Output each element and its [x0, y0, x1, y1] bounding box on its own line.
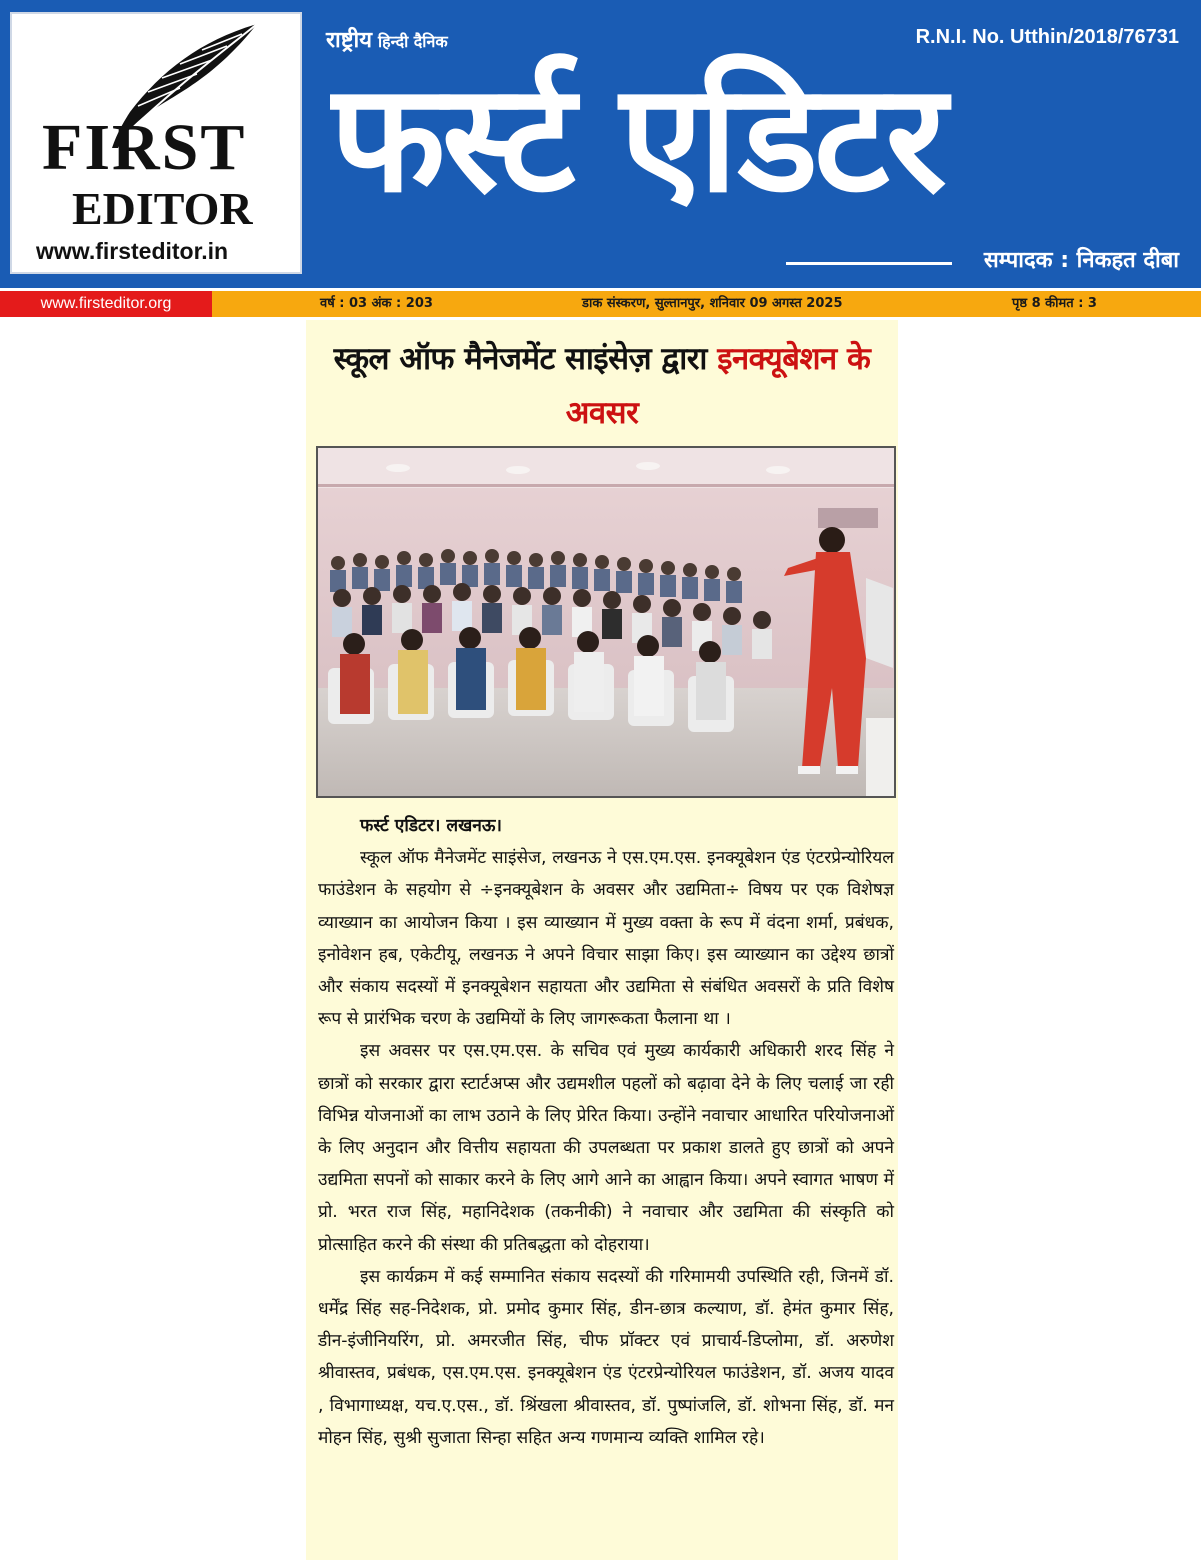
logo-url[interactable]: www.firsteditor.in [36, 238, 229, 264]
news-article [306, 320, 898, 1560]
article-dateline: फर्स्ट एडिटर। लखनऊ। [360, 816, 502, 836]
newspaper-title: फर्स्ट एडिटर [330, 52, 943, 226]
tagline-main: राष्ट्रीय [326, 28, 373, 53]
website-link[interactable]: www.firsteditor.org [0, 291, 212, 317]
edition-date: डाक संस्करण, सुल्तानपुर, शनिवार 09 अगस्त 2025 [582, 296, 843, 311]
page-price: पृष्ठ 8 कीमत : 3 [1012, 296, 1097, 311]
tagline-sub: हिन्दी दैनिक [378, 32, 448, 51]
issue-number: वर्ष : 03 अंक : 203 [320, 296, 433, 311]
newspaper-logo [10, 12, 302, 274]
headline-part-1: स्कूल ऑफ मैनेजमेंट साइंसेज़ द्वारा [333, 341, 718, 377]
divider-line [786, 262, 952, 265]
article-paragraph-1: स्कूल ऑफ मैनेजमेंट साइंसेज, लखनऊ ने एस.एम.एस. इनक्यूबेशन एंड एंटरप्रेन्योरियल फाउंडेशन के सहयोग से ÷इनक्यूबेशन के अवसर और उद्यमिता÷ विषय पर एक विशेषज्ञ व्याख्यान का आयोजन किया । इस व्याख्यान में मुख्य वक्ता के रूप में वंदना शर्मा, प्रबंधक, इनोवेशन हब, एकेटीयू, लखनऊ ने अपने विचार साझा किए। इस व्याख्यान का उद्देश्य छात्रों और संकाय सदस्यों में इनक्यूबेशन सहायता और उद्यमिता से संबंधित अवसरों के प्रति विशेष रूप से प्रारंभिक चरण के उद्यमियों के लिए जागरूकता फैलाना था । [318, 848, 894, 1030]
info-strip [0, 291, 1201, 317]
event-audience-photo [316, 446, 896, 798]
article-paragraph-2: इस अवसर पर एस.एम.एस. के सचिव एवं मुख्य कार्यकारी अधिकारी शरद सिंह ने छात्रों को सरकार द्वारा स्टार्टअप्स और उद्यमशील पहलों को बढ़ावा देने के लिए चलाई जा रही विभिन्न योजनाओं का लाभ उठाने के लिए प्रेरित किया। उन्होंने नवाचार आधारित परियोजनाओं के लिए अनुदान और वित्तीय सहायता की उपलब्धता पर प्रकाश डालते हुए छात्रों को अपने उद्यमिता सपनों को साकार करने के लिए आगे आने का आह्वान किया। अपने स्वागत भाषण में प्रो. भरत राज सिंह, महानिदेशक (तकनीकी) ने नवाचार और उद्यमिता की संस्कृति को प्रोत्साहित करने की संस्था की प्रतिबद्धता को दोहराया। [318, 1041, 894, 1255]
logo-editor-text: EDITOR [72, 183, 253, 234]
logo-first-text: FIRST [42, 111, 247, 184]
article-paragraph-3: इस कार्यक्रम में कई सम्मानित संकाय सदस्यों की गरिमामयी उपस्थिति रही, जिनमें डॉ. धर्मेंद्र सिंह सह-निदेशक, प्रो. प्रमोद कुमार सिंह, डीन-छात्र कल्याण, डॉ. हेमंत कुमार सिंह, डीन-इंजीनियरिंग, प्रो. अमरजीत सिंह, चीफ प्रॉक्टर एवं प्राचार्य-डिप्लोमा, डॉ. अरुणेश श्रीवास्तव, प्रबंधक, एस.एम.एस. इनक्यूबेशन एंड एंटरप्रेन्योरियल फाउंडेशन, डॉ. अजय यादव , विभागाध्यक्ष, यच.ए.एस., डॉ. श्रिंखला श्रीवास्तव, डॉ. पुष्पांजलि, डॉ. शोभना सिंह, डॉ. मन मोहन सिंह, सुश्री सुजाता सिन्हा सहित अन्य गणमान्य व्यक्ति शामिल रहे। [318, 1266, 894, 1448]
editor-credit: सम्पादक : निकहत दीबा [983, 248, 1179, 273]
rni-number: R.N.I. No. Utthin/2018/76731 [915, 26, 1179, 48]
masthead [0, 0, 1201, 288]
headline-part-2: इनक्यूबेशन के अवसर [565, 341, 871, 431]
article-body [318, 810, 894, 1454]
